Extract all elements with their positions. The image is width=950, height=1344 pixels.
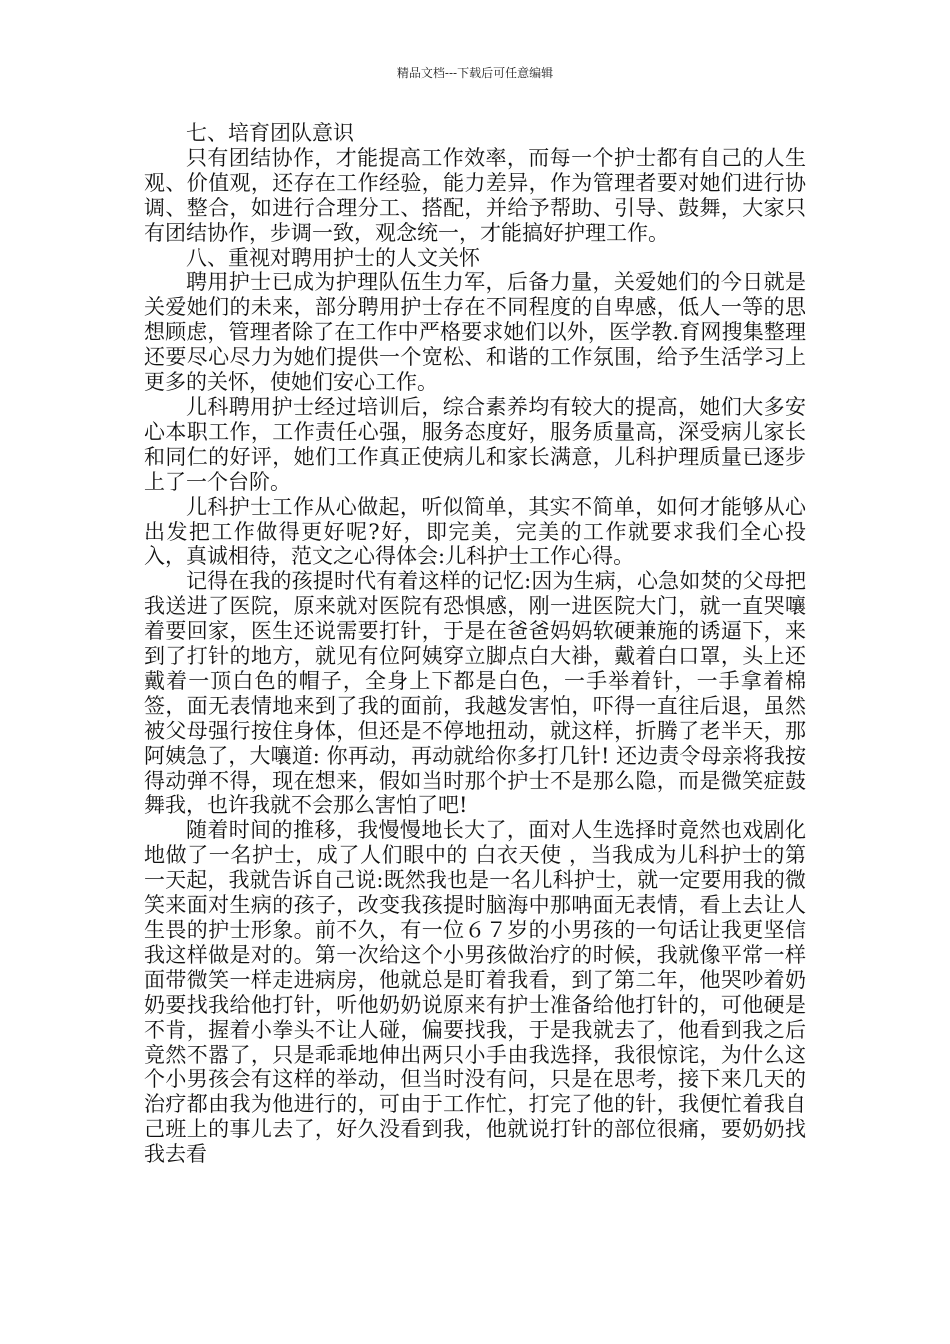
section-heading-7: 七、培育团队意识 <box>186 121 354 145</box>
paragraph: 记得在我的孩提时代有着这样的记忆:因为生病，心急如焚的父母把我送进了医院，原来就对医院有恐惧感，刚一进医院大门，就一直哭嚷着要回家，医生还说需要打针，于是在爸爸妈妈软硬兼施的诱逼下，来到了打针的地方，就见有位阿姨穿立脚点白大褂，戴着白口罩，头上还戴着一顶白色的帽子，全身上下都是白色，一手举着针，一手拿着棉签，面无表情地来到了我的面前，我越发害怕，吓得一直往后退，虽然被父母强行按住身体，但还是不停地扭动，就这样，折腾了老半天，那阿姨急了，大嚷道: 你再动，再动就给你多打几针! 还边责令母亲将我按得动弹不得，现在想来，假如当时那个护士不是那么隐，而是微笑症鼓舞我，也许我就不会那么害怕了吧! <box>144 569 806 818</box>
section-heading-8: 八、重视对聘用护士的人文关怀 <box>186 245 480 270</box>
document-body <box>144 121 806 1167</box>
paragraph: 聘用护士已成为护理队伍生力军，后备力量，关爱她们的今日就是关爱她们的未来，部分聘用护士存在不同程度的自卑感，低人一等的思想顾虑，管理者除了在工作中严格要求她们以外，医学教.育网搜集整理还要尽心尽力为她们提供一个宽松、和谐的工作氛围，给予生活学习上更多的关怀，使她们安心工作。 <box>144 270 806 395</box>
paragraph: 儿科护士工作从心做起，听似简单，其实不简单，如何才能够从心出发把工作做得更好呢?好，即完美，完美的工作就要求我们全心投入，真诚相待，范文之心得体会:儿科护士工作心得。 <box>144 494 806 569</box>
paragraph: 只有团结协作，才能提高工作效率，而每一个护士都有自己的人生观、价值观，还存在工作经验，能力差异，作为管理者要对她们进行协调、整合，如进行合理分工、搭配，并给予帮助、引导、鼓舞，大家只有团结协作，步调一致，观念统一，才能搞好护理工作。 <box>144 145 806 245</box>
paragraph: 随着时间的推移，我慢慢地长大了，面对人生选择时竟然也戏剧化地做了一名护士，成了人们眼中的 白衣天使 ，当我成为儿科护士的第一天起，我就告诉自己说:既然我也是一名儿科护士，就一定要用我的微笑来面对生病的孩子，改变我孩提时脑海中那呥面无表情，看上去让人生畏的护士形象。前不久，有一位６７岁的小男孩的一句话让我更坚信我这样做是对的。第一次给这个小男孩做治疗的时候，我就像平常一样面带微笑一样走进病房，他就总是盯着我看，到了第二年，他哭吵着奶奶要找我给他打针，听他奶奶说原来有护士准备给他打针的，可他硬是不肯，握着小拳头不让人碰，偏要找我，于是我就去了，他看到我之后竟然不嚣了，只是乖乖地伸出两只小手由我选择，我很惊诧，为什么这个小男孩会有这样的举动，但当时没有问，只是在思考，接下来几天的治疗都由我为他进行的，可由于工作忙，打完了他的针，我便忙着我自己班上的事儿去了，好久没看到我，他就说打针的部位很痛，要奶奶找我去看 <box>144 818 806 1167</box>
paragraph: 儿科聘用护士经过培训后，综合素养均有较大的提高，她们大多安心本职工作，工作责任心强，服务态度好，服务质量高，深受病儿家长和同仁的好评，她们工作真正使病儿和家长满意，儿科护理质量已逐步上了一个台阶。 <box>144 394 806 494</box>
page-header: 精品文档---下载后可任意编辑 <box>396 66 554 80</box>
